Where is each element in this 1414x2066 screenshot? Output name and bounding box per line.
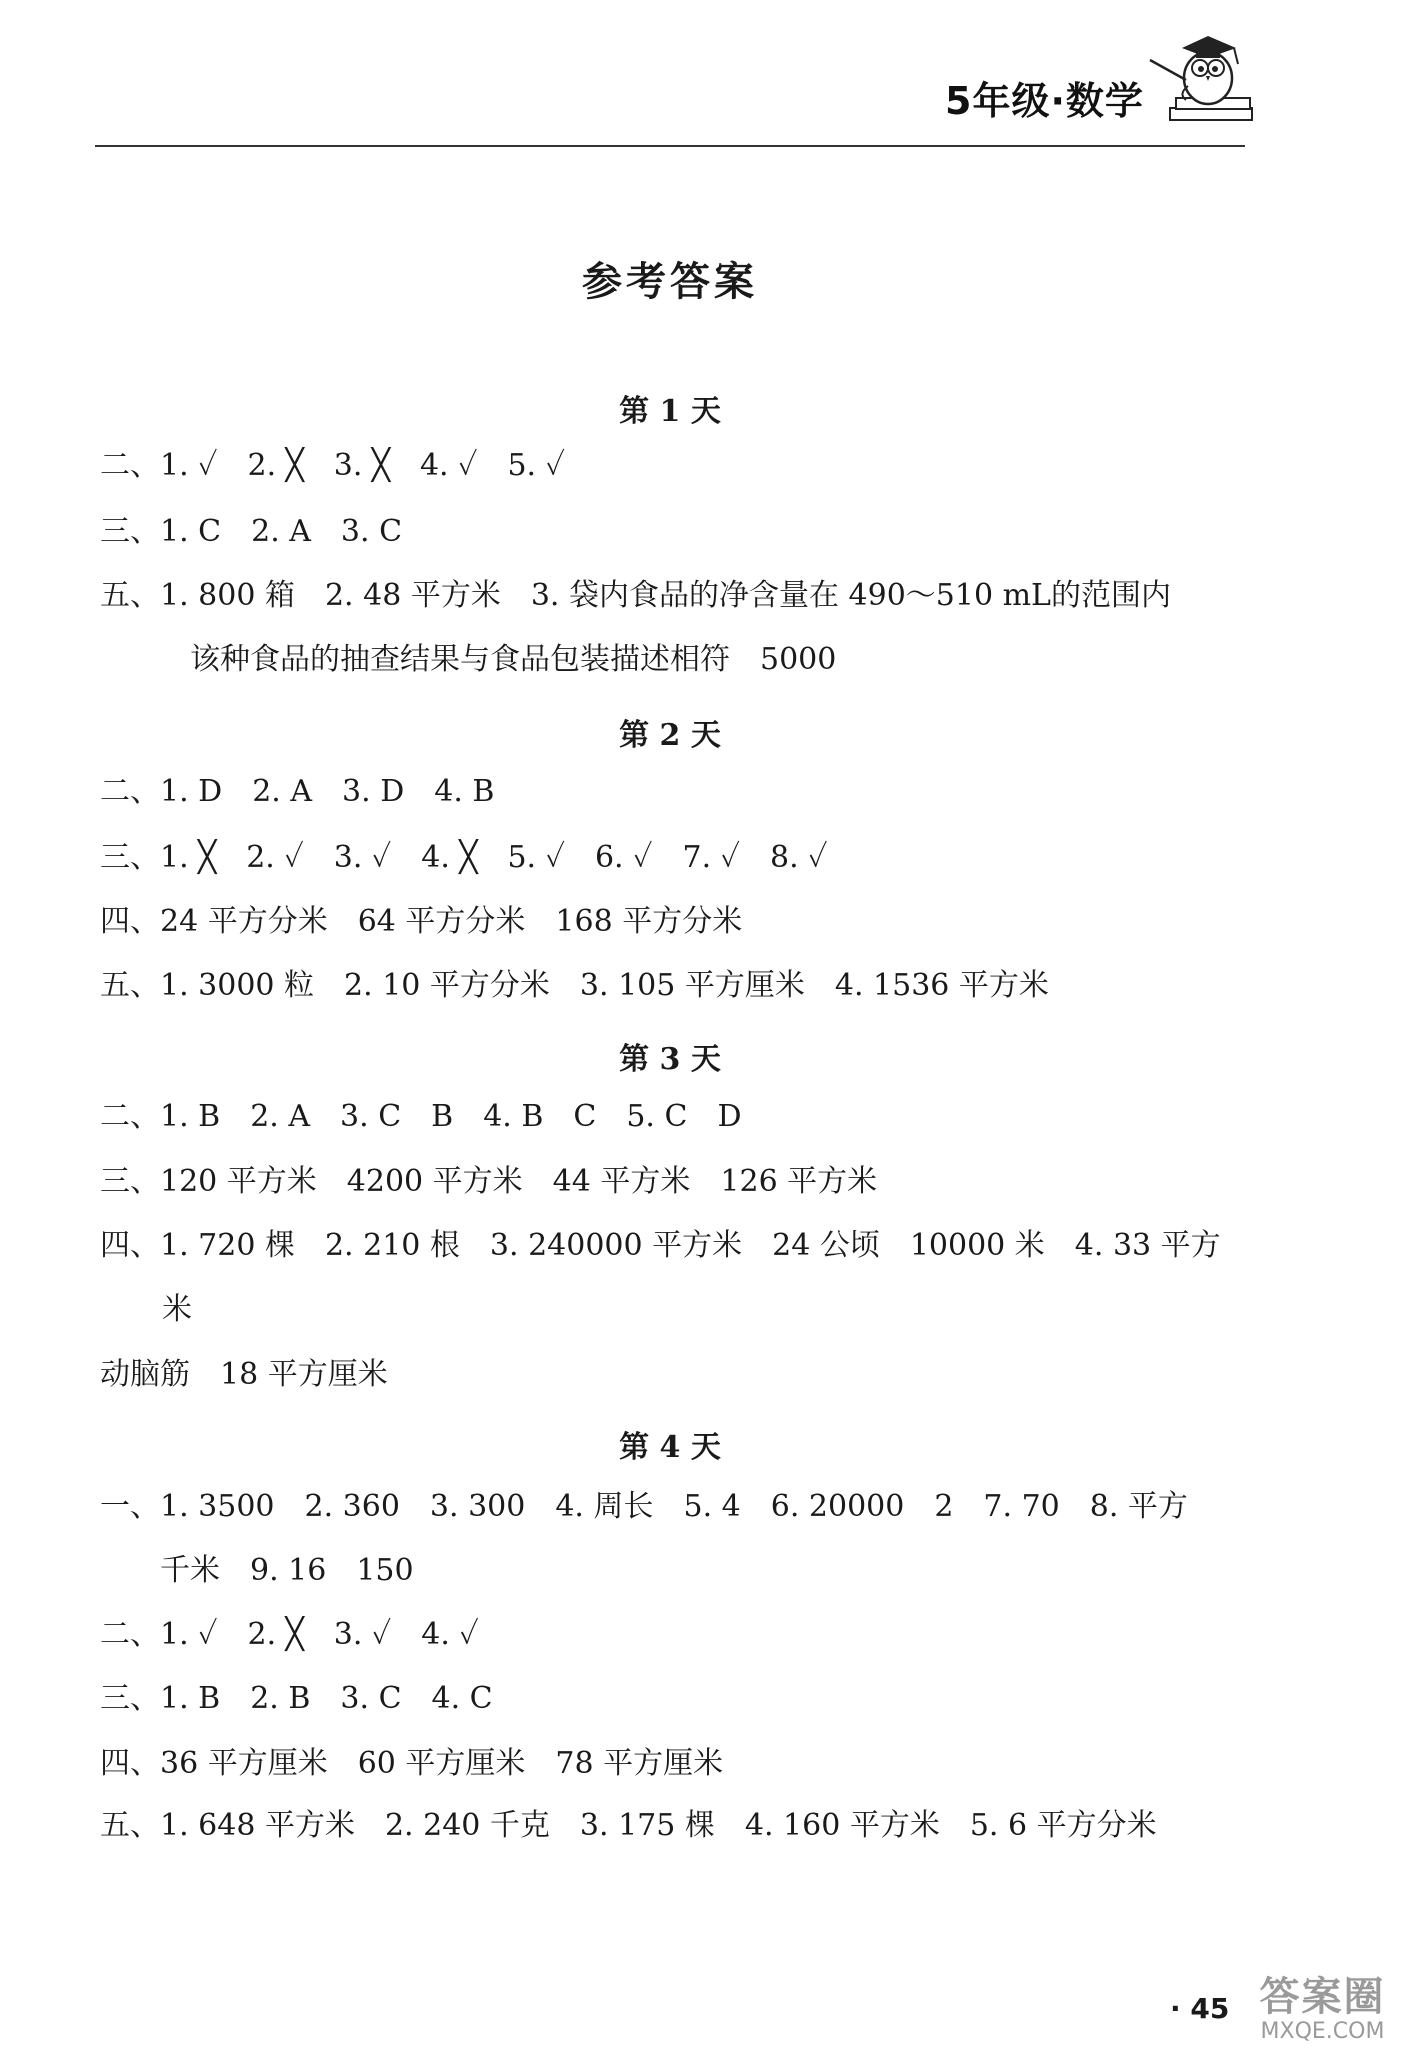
answer-line: 该种食品的抽查结果与食品包装描述相符 5000: [190, 642, 837, 677]
answer-line: 三、1. ╳ 2. ✓ 3. ✓ 4. ╳ 5. ✓ 6. ✓ 7. ✓ 8. ✓: [100, 840, 828, 875]
answer-line: 四、36 平方厘米 60 平方厘米 78 平方厘米: [100, 1746, 724, 1781]
day-heading: 第 4 天: [619, 1430, 721, 1465]
answer-line: 五、1. 3000 粒 2. 10 平方分米 3. 105 平方厘米 4. 1536 平方米: [100, 968, 1049, 1003]
day-heading: 第 1 天: [619, 394, 721, 429]
answer-line: 二、1. B 2. A 3. C B 4. B C 5. C D: [100, 1099, 742, 1134]
answer-line: 米: [162, 1292, 192, 1327]
owl-with-graduation-cap-icon: [1130, 20, 1260, 135]
header-divider: [95, 145, 1245, 147]
answer-line: 四、24 平方分米 64 平方分米 168 平方分米: [100, 904, 743, 939]
watermark-url: MXQE.COM: [1260, 2019, 1385, 2044]
page-number: · 45: [1170, 1992, 1230, 2025]
answer-line: 二、1. ✓ 2. ╳ 3. ✓ 4. ✓: [100, 1617, 479, 1652]
answer-line: 四、1. 720 棵 2. 210 根 3. 240000 平方米 24 公顷 10000 米 4. 33 平方: [100, 1228, 1221, 1263]
answer-line: 动脑筋 18 平方厘米: [100, 1357, 388, 1392]
answer-line: 三、1. C 2. A 3. C: [100, 514, 403, 549]
answer-line: 五、1. 800 箱 2. 48 平方米 3. 袋内食品的净含量在 490～510 mL的范围内: [100, 578, 1171, 613]
header-title: 5年级·数学: [945, 79, 1144, 123]
answer-line: 千米 9. 16 150: [160, 1553, 414, 1588]
answer-line: 三、1. B 2. B 3. C 4. C: [100, 1681, 493, 1716]
watermark: [1240, 1975, 1405, 2055]
day-heading: 第 3 天: [619, 1042, 721, 1077]
page-title: 参考答案: [582, 258, 758, 305]
watermark-logo: 答案圈: [1259, 1974, 1386, 2020]
answer-line: 一、1. 3500 2. 360 3. 300 4. 周长 5. 4 6. 20000 2 7. 70 8. 平方: [100, 1489, 1188, 1524]
day-heading: 第 2 天: [619, 718, 721, 753]
answer-line: 二、1. D 2. A 3. D 4. B: [100, 774, 495, 809]
answer-line: 三、120 平方米 4200 平方米 44 平方米 126 平方米: [100, 1164, 878, 1199]
answer-line: 二、1. ✓ 2. ╳ 3. ╳ 4. ✓ 5. ✓: [100, 448, 565, 483]
answer-line: 五、1. 648 平方米 2. 240 千克 3. 175 棵 4. 160 平方米 5. 6 平方分米: [100, 1808, 1157, 1843]
